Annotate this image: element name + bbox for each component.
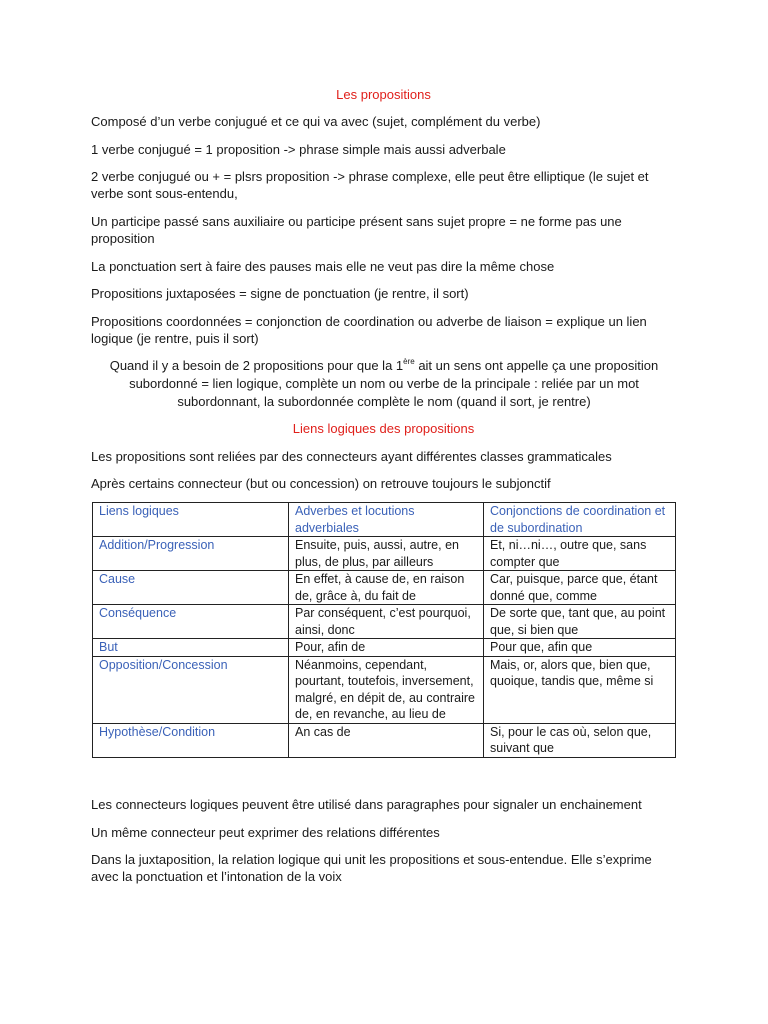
section-subtitle: Liens logiques des propositions: [292, 421, 475, 436]
paragraph: La ponctuation sert à faire des pauses mais elle ne veut pas dire la même chose: [91, 259, 555, 274]
conjunctions-cell: Pour que, afin que: [484, 639, 676, 657]
row-label-cell: Hypothèse/Condition: [93, 723, 289, 757]
paragraph: Composé d’un verbe conjugué et ce qui va avec (sujet, complément du verbe): [91, 114, 541, 129]
paragraph: Un participe passé sans auxiliaire ou participe présent sans sujet propre = ne forme pas une proposition: [91, 214, 622, 246]
table-header-cell: Adverbes et locutions adverbiales: [289, 503, 484, 537]
conjunctions-cell: Si, pour le cas où, selon que, suivant que: [484, 723, 676, 757]
conjunctions-cell: Car, puisque, parce que, étant donné que, comme: [484, 571, 676, 605]
adverbs-cell: En effet, à cause de, en raison de, grâce à, du fait de: [289, 571, 484, 605]
table-row: [93, 656, 676, 723]
row-label-cell: Cause: [93, 571, 289, 605]
table-row: [93, 723, 676, 757]
paragraph: Propositions juxtaposées = signe de ponctuation (je rentre, il sort): [91, 286, 469, 301]
superscript: ère: [403, 357, 415, 366]
paragraph: Propositions coordonnées = conjonction de coordination ou adverbe de liaison = explique un lien logique (je rentre, puis il sort): [91, 314, 647, 346]
paragraph: Dans la juxtaposition, la relation logique qui unit les propositions et sous-entendue. Elle s’exprime avec la ponctuation et l’intonation de la voix: [91, 852, 652, 884]
table-header-row: [93, 503, 676, 537]
paragraph: Les connecteurs logiques peuvent être utilisé dans paragraphes pour signaler un enchainement: [91, 797, 642, 812]
row-label-cell: But: [93, 639, 289, 657]
paragraph: Après certains connecteur (but ou concession) on retrouve toujours le subjonctif: [91, 476, 551, 491]
table-row: [93, 639, 676, 657]
row-label-cell: Conséquence: [93, 605, 289, 639]
table-header-cell: Conjonctions de coordination et de subordination: [484, 503, 676, 537]
adverbs-cell: Pour, afin de: [289, 639, 484, 657]
paragraph: 2 verbe conjugué ou + = plsrs proposition -> phrase complexe, elle peut être elliptique (le sujet et verbe sont sous-entendu,: [91, 169, 649, 201]
connectors-table: [92, 502, 676, 758]
adverbs-cell: An cas de: [289, 723, 484, 757]
table-header-cell: Liens logiques: [93, 503, 289, 537]
table-row: [93, 571, 676, 605]
conjunctions-cell: De sorte que, tant que, au point que, si bien que: [484, 605, 676, 639]
table-row: [93, 605, 676, 639]
centered-text-end: ait un sens ont appelle ça une proposition subordonné = lien logique, complète un nom ou verbe de la principale : reliée par un mot subordonnant, la subordonnée complète le nom (quand il sort, je rentre): [129, 358, 659, 409]
paragraph: 1 verbe conjugué = 1 proposition -> phrase simple mais aussi adverbale: [91, 142, 506, 157]
adverbs-cell: Néanmoins, cependant, pourtant, toutefois, inversement, malgré, en dépit de, au contraire de, en revanche, au lieu de: [289, 656, 484, 723]
conjunctions-cell: Mais, or, alors que, bien que, quoique, tandis que, même si: [484, 656, 676, 723]
centered-paragraph: [108, 357, 660, 411]
row-label-cell: Addition/Progression: [93, 537, 289, 571]
paragraph: Un même connecteur peut exprimer des relations différentes: [91, 825, 440, 840]
centered-text-start: Quand il y a besoin de 2 propositions pour que la 1: [109, 358, 404, 373]
paragraph: Les propositions sont reliées par des connecteurs ayant différentes classes grammaticales: [91, 449, 612, 464]
adverbs-cell: Par conséquent, c’est pourquoi, ainsi, donc: [289, 605, 484, 639]
page-title: Les propositions: [336, 87, 431, 102]
table-row: [93, 537, 676, 571]
row-label-cell: Opposition/Concession: [93, 656, 289, 723]
conjunctions-cell: Et, ni…ni…, outre que, sans compter que: [484, 537, 676, 571]
adverbs-cell: Ensuite, puis, aussi, autre, en plus, de plus, par ailleurs: [289, 537, 484, 571]
